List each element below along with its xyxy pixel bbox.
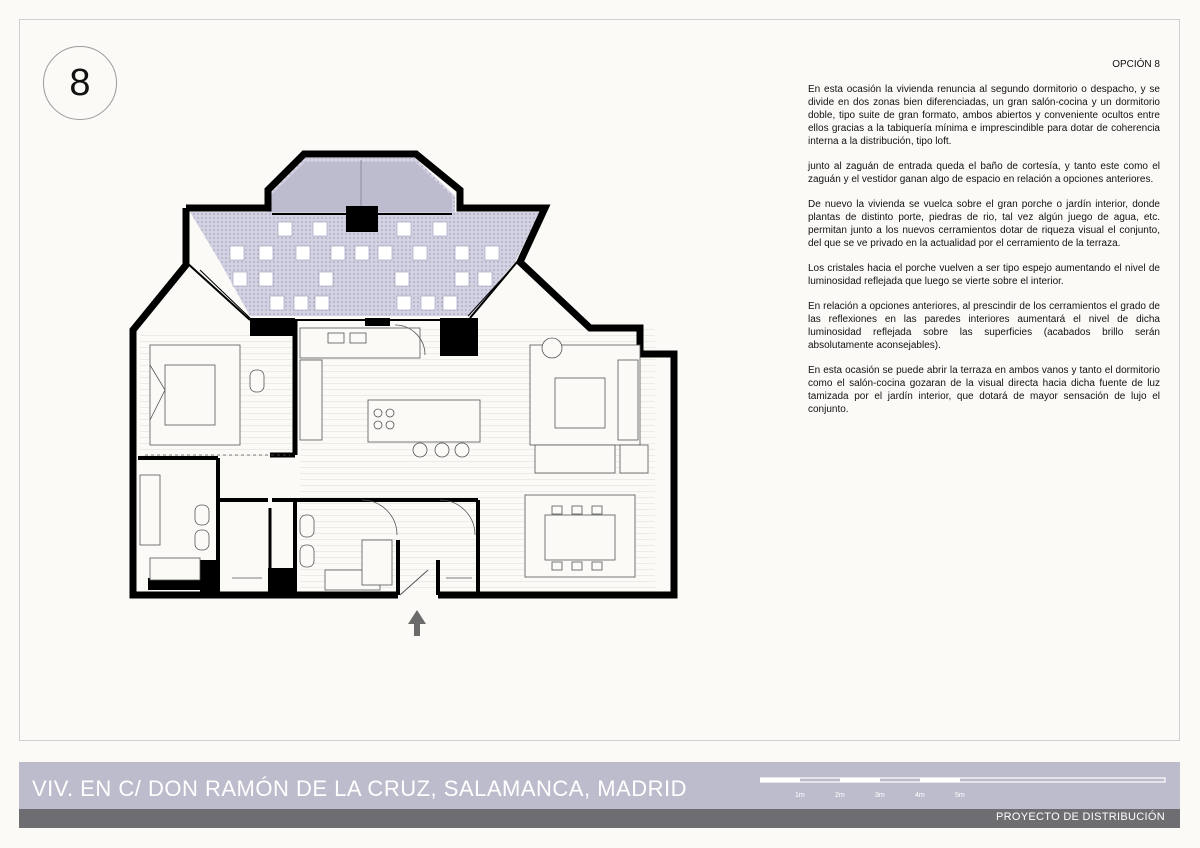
floor-plan (120, 140, 690, 640)
scale-label-4m: 4m (915, 792, 925, 799)
scale-label-5m: 5m (955, 792, 965, 799)
option-title: OPCIÓN 8 (1112, 59, 1160, 70)
scale-label-1m: 1m (795, 792, 805, 799)
scale-label-2m: 2m (835, 792, 845, 799)
entrance-arrow-icon (408, 610, 426, 636)
graphic-scale (760, 776, 1170, 792)
paragraph-6: En esta ocasión se puede abrir la terraza en ambos vanos y tanto el dormitorio como el salón-cocina gozaran de la visual directa hacia dicha fuente de luz tamizada por el jardín interior, que dotará de mayor sensación de lujo el conjunto. (808, 365, 1160, 415)
paragraph-5: En relación a opciones anteriores, al prescindir de los cerramientos el grado de las reflexiones en las paredes interiores aumentará el nivel de dicha luminosidad reflejada sobre las superficies (acabados brillo serán absolutamente aconsejables). (808, 301, 1160, 351)
project-subtitle: PROYECTO DE DISTRIBUCIÓN (996, 811, 1165, 823)
sheet-number: 8 (69, 61, 91, 104)
description-column (808, 58, 1160, 428)
porch-terrace (190, 158, 540, 316)
sheet-number-badge (43, 46, 117, 120)
project-title: VIV. EN C/ DON RAMÓN DE LA CRUZ, SALAMANCA, MADRID (32, 776, 687, 801)
living-furniture (530, 338, 648, 473)
paragraph-3: De nuevo la vivienda se vuelca sobre el gran porche o jardín interior, donde plantas de distinto porte, piedras de rio, tal vez algún juego de agua, etc. permitan junto a los nuevos cerramientos dotar de riqueza visual el conjunto, del que se ve privado en la actualidad por el cerramiento de la terraza. (808, 199, 1160, 249)
paragraph-2: junto al zaguán de entrada queda el baño de cortesía, y tanto este como el zaguán y el vestidor ganan algo de espacio en relación a opciones anteriores. (808, 161, 1160, 185)
paragraph-1: En esta ocasión la vivienda renuncia al segundo dormitorio o despacho, y se divide en dos zonas bien diferenciadas, un gran salón-cocina y un dormitorio doble, tipo suite de gran formato, ambos abiertos y conveniente ocultos entre ellos gracias a la tabiquería mínima e imprescindible para dotar de coherencia interna a la distribución, tipo loft. (808, 84, 1160, 147)
scale-label-3m: 3m (875, 792, 885, 799)
dining-furniture (525, 495, 635, 577)
paragraph-4: Los cristales hacia el porche vuelven a ser tipo espejo aumentando el nivel de luminosidad reflejada que luego se vierte sobre el interior. (808, 263, 1160, 287)
